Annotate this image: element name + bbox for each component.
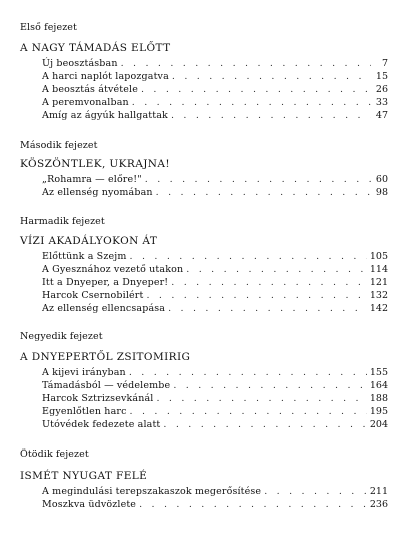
leader-dots [146,290,366,301]
toc-entry[interactable] [42,303,388,316]
entry-page: 211 [369,486,388,497]
toc-entry[interactable] [42,406,388,419]
leader-dots [141,84,371,95]
leader-dots [130,251,367,262]
leader-dots [173,380,367,391]
leader-dots [121,58,371,69]
toc-entry[interactable] [42,187,388,200]
entry-page: 33 [375,97,388,108]
entry-page: 114 [369,264,388,275]
entry-title: Az ellenség ellencsapása [42,303,166,314]
toc-entry[interactable] [42,110,388,123]
entry-title: A harci naplót lapozgatva [42,71,169,82]
chapter-1-title: A NAGY TÁMADÁS ELŐTT [20,42,171,54]
toc-entry[interactable] [42,277,388,290]
chapter-4-title: A DNYEPERTŐL ZSITOMIRIG [20,351,191,363]
chapter-5-label: Ötödik fejezet [20,449,89,460]
entry-title: Új beosztásban [42,58,118,69]
entry-title: Harcok Sztrizsevkánál [42,393,154,404]
chapter-4-label: Negyedik fejezet [20,331,103,342]
toc-entry[interactable] [42,290,388,303]
leader-dots [145,174,371,185]
entry-title: „Rohamra — előre!" [42,174,142,185]
leader-dots [156,187,371,198]
leader-dots [139,499,367,510]
entry-page: 195 [369,406,388,417]
toc-entry[interactable] [42,251,388,264]
leader-dots [163,419,366,430]
toc-entry[interactable] [42,367,388,380]
entry-title: A kijevi irányban [42,367,126,378]
toc-entry[interactable] [42,71,388,84]
entry-title: Támadásból — védelembe [42,380,171,391]
toc-entry[interactable] [42,84,388,97]
entry-title: A Gyesznához vezető utakon [42,264,184,275]
toc-entry[interactable] [42,393,388,406]
leader-dots [264,486,367,497]
toc-entry[interactable] [42,380,388,393]
leader-dots [171,110,371,121]
leader-dots [172,71,371,82]
chapter-1-label: Első fejezet [20,22,77,33]
entry-title: Harcok Csernobilért [42,290,144,301]
entry-page: 188 [369,393,388,404]
toc-entry[interactable] [42,419,388,432]
entry-title: Itt a Dnyeper, a Dnyeper! [42,277,169,288]
entry-page: 47 [375,110,388,121]
entry-page: 60 [375,174,388,185]
entry-page: 155 [369,367,388,378]
entry-page: 236 [369,499,388,510]
toc-entry[interactable] [42,174,388,187]
toc-entry[interactable] [42,58,388,71]
leader-dots [132,97,371,108]
leader-dots [130,406,367,417]
leader-dots [171,277,367,288]
entry-title: Amíg az ágyúk hallgattak [42,110,168,121]
entry-page: 142 [369,303,388,314]
toc-entry[interactable] [42,264,388,277]
entry-page: 105 [369,251,388,262]
chapter-2-title: KÖSZÖNTLEK, UKRAJNA! [20,158,170,170]
leader-dots [156,393,366,404]
entry-title: Utóvédek fedezete alatt [42,419,161,430]
entry-page: 7 [381,58,388,69]
chapter-2-label: Második fejezet [20,140,98,151]
chapter-5-title: ISMÉT NYUGAT FELÉ [20,470,148,482]
toc-entry[interactable] [42,499,388,512]
entry-page: 26 [375,84,388,95]
entry-title: Az ellenség nyomában [42,187,153,198]
entry-title: A peremvonalban [42,97,129,108]
entry-page: 121 [369,277,388,288]
entry-title: Moszkva üdvözlete [42,499,137,510]
leader-dots [186,264,367,275]
entry-page: 164 [369,380,388,391]
leader-dots [168,303,367,314]
entry-page: 15 [375,71,388,82]
chapter-3-label: Harmadik fejezet [20,216,105,227]
entry-title: Előttünk a Szejm [42,251,127,262]
entry-page: 98 [375,187,388,198]
entry-title: Egyenlőtlen harc [42,406,127,417]
entry-title: A megindulási terepszakaszok megerősítése [42,486,262,497]
toc-entry[interactable] [42,97,388,110]
entry-page: 204 [369,419,388,430]
entry-title: A beosztás átvétele [42,84,138,95]
toc-entry[interactable] [42,486,388,499]
entry-page: 132 [369,290,388,301]
leader-dots [129,367,367,378]
chapter-3-title: VÍZI AKADÁLYOKON ÁT [20,235,158,247]
